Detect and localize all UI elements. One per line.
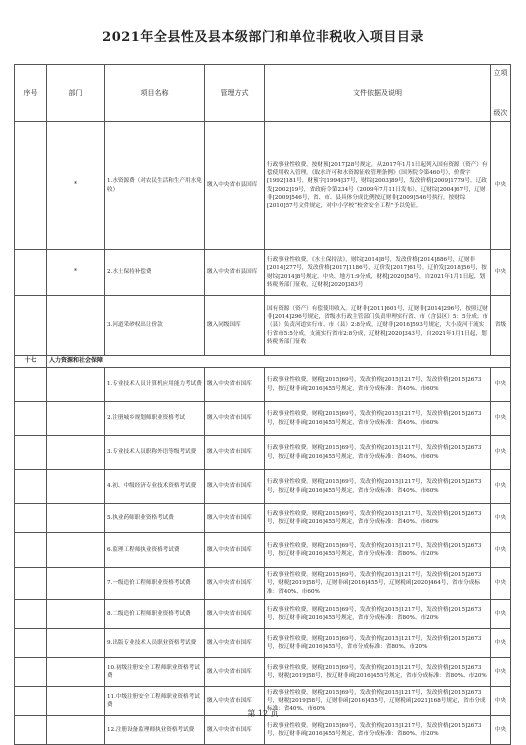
cell-name: 3.专业技术人员职称外语等级考试费: [105, 436, 205, 470]
table-row: [15, 436, 511, 470]
cell-mgmt: 缴入中央省市国库: [205, 600, 265, 629]
cell-lvl: 中央: [491, 568, 511, 600]
cell-lvl: 中央: [491, 687, 511, 716]
header-level: [491, 65, 511, 122]
cell-mgmt: 缴入中央省市国库: [205, 368, 265, 402]
cell-mgmt: 缴入中央省市国库: [205, 470, 265, 504]
header-level-bottom: 级次: [493, 108, 508, 117]
cell-seq: [15, 629, 47, 658]
cell-name: 5.执业药师职业资格考试费: [105, 504, 205, 533]
cell-lvl: 中央: [491, 600, 511, 629]
cell-doc: 行政事业性收费。财税[2015]69号，发改价格[2015]1217号，发改价格[2015]2673号，按辽财非函[2016]455号规定，省市分成标准：省80%、市20%: [265, 600, 491, 629]
table-row: [15, 629, 511, 658]
cell-name: 4.初、中级经济专业技术资格考试费: [105, 470, 205, 504]
cell-name: 7.一级造价工程师职业资格考试费: [105, 568, 205, 600]
cell-mgmt: 缴入中央省市国库: [205, 533, 265, 568]
cell-dept: [47, 296, 105, 356]
cell-lvl: 中央: [491, 122, 511, 250]
cell-dept: *: [47, 250, 105, 296]
cell-doc: 行政事业性收费。财税[2015]69号，发改价格[2015]1217号，发改价格[2015]2673号，按辽财非函[2016]455号，省市分成标准：省80%、市20%: [265, 629, 491, 658]
header-dept: 部门: [47, 65, 105, 122]
cell-name: 11.中级注册安全工程师职业资格考试费: [105, 687, 205, 716]
cell-dept: [47, 533, 105, 568]
cell-name: 10.初级注册安全工程师职业资格考试费: [105, 658, 205, 687]
cell-mgmt: 缴入中央省市国库: [205, 402, 265, 436]
cell-dept: [47, 504, 105, 533]
cell-name: 12.注册设备监理师执业资格考试费: [105, 716, 205, 745]
cell-name: 1.水资源费（对农民生活和生产用水免收）: [105, 122, 205, 250]
cell-name: 1.专业技术人员计算机应用能力考试费: [105, 368, 205, 402]
cell-lvl: 中央: [491, 402, 511, 436]
section-name: 人力资源和社会保障: [47, 356, 511, 368]
cell-mgmt: 缴入中央省市国库: [205, 687, 265, 716]
cell-dept: [47, 716, 105, 745]
cell-doc: 行政事业性收费。财税[2015]69号，发改价格[2015]1217号，发改价格[2015]2673号，按辽财非函[2016]455号规定，省市分成标准：省40%、市60%: [265, 436, 491, 470]
cell-mgmt: 缴入中央省市国库: [205, 716, 265, 745]
cell-lvl: 中央: [491, 436, 511, 470]
cell-seq: [15, 568, 47, 600]
cell-dept: *: [47, 122, 105, 250]
cell-dept: [47, 436, 105, 470]
cell-mgmt: 缴入中央省市国库: [205, 568, 265, 600]
revenue-table: [14, 64, 511, 745]
header-mgmt: 管理方式: [205, 65, 265, 122]
header-doc: 文件依据及说明: [265, 65, 491, 122]
cell-mgmt: 缴入中央省市县国库: [205, 122, 265, 250]
table-row: [15, 716, 511, 745]
cell-lvl: 中央: [491, 504, 511, 533]
table-row: [15, 533, 511, 568]
table-row: [15, 296, 511, 356]
cell-mgmt: 缴入中央省市县国库: [205, 250, 265, 296]
cell-dept: [47, 402, 105, 436]
cell-doc: 行政事业性收费。财税[2015]69号，发改价格[2015]1217号，发改价格[2015]2673号，按辽财非函[2016]455号规定，省市分成标准：省40%、市60%: [265, 368, 491, 402]
cell-mgmt: 缴入中央省市国库: [205, 436, 265, 470]
section-seq: 十七: [15, 356, 47, 368]
table-row: [15, 470, 511, 504]
cell-lvl: 中央: [491, 368, 511, 402]
cell-doc: 行政事业性收费。财税[2015]69号，发改价格[2015]1217号，发改价格[2015]2673号，按辽财非函[2016]455号规定，省市分成标准：省40%、市60%: [265, 402, 491, 436]
cell-doc: 行政事业性收费。财税[2015]69号，发改价格[2015]1217号，发改价格[2015]2673号，财税[2019]58号，按辽财非函[2016]455号规定，省市分成标准：省80%、市20%: [265, 658, 491, 687]
cell-seq: [15, 600, 47, 629]
cell-doc: 行政事业性收费。财税[2015]69号，发改价格[2015]1217号，发改价格[2015]2673号，按辽财非函[2016]455号规定，省市分成标准：省80%、市20%: [265, 533, 491, 568]
cell-doc: 行政事业性收费。按财预[2017]28号规定，从2017年1月1日起列入国有资源（资产）有偿使用收入管理。《取水许可和水资源征收管理条例》（国务院令第460号），价费字[1992]181号，财预字[1994]37号，财综[2003]89号，发改价格[2009]1779号，辽政发[2002]19号，省政府令第234号（2009年7月11日发布），辽财综[2004]67号，辽财非[2009]546号，省、市、县具体分成比例按辽财非[2009]546号执行，按财综[2010]57号文件规定，对中小学校“校舍安全工程”予以免征。: [265, 122, 491, 250]
cell-seq: [15, 296, 47, 356]
cell-mgmt: 缴入中央省市国库: [205, 504, 265, 533]
cell-name: 9.出版专业技术人员职业资格考试费: [105, 629, 205, 658]
cell-doc: 行政事业性收费。财税[2015]69号，发改价格[2015]1217号，发改价格[2015]2673号，财税[2019]58号，辽财非函[2016]455号，辽财税函[2020]464号，省市分成标准：省40%、市60%: [265, 568, 491, 600]
page-number: 第 12 页: [247, 709, 279, 718]
cell-lvl: 中央: [491, 250, 511, 296]
cell-lvl: 省级: [491, 296, 511, 356]
cell-seq: [15, 436, 47, 470]
cell-doc: 行政事业性收费。《水土保持法》，财综[2014]8号，发改价格[2014]886号，辽财非[2014]277号，发改价格[2017]1186号，辽价发[2017]61号，辽价发[2018]56号，按财综[2014]8号规定，中央、地方1:9分成，财税[2020]58号，自2021年1月1日起，划转税务部门征收，辽财税[2020]383号: [265, 250, 491, 296]
cell-doc: 行政事业性收费。财税[2015]69号，发改价格[2015]1217号，发改价格[2015]2673号，财税[2019]58号，辽财非函[2016]455号，辽财税函[2021]168号规定，省市分成标准：省40%、市60%: [265, 687, 491, 716]
cell-seq: [15, 250, 47, 296]
cell-doc: 行政事业性收费。财税[2015]69号，发改价格[2015]1217号，发改价格[2015]2673号，按辽财非函[2016]455号规定，省市分成标准：省40%、市60%: [265, 504, 491, 533]
cell-name: 2.水土保持补偿费: [105, 250, 205, 296]
section-row: [15, 356, 511, 368]
header-level-top: 立项: [493, 69, 508, 77]
table-row: [15, 368, 511, 402]
cell-name: 8.二级造价工程师职业资格考试费: [105, 600, 205, 629]
cell-seq: [15, 533, 47, 568]
cell-mgmt: 缴入同级国库: [205, 296, 265, 356]
cell-lvl: 中央: [491, 470, 511, 504]
cell-lvl: 中央: [491, 716, 511, 745]
cell-dept: [47, 629, 105, 658]
cell-seq: [15, 122, 47, 250]
cell-dept: [47, 600, 105, 629]
table-row: [15, 250, 511, 296]
cell-seq: [15, 658, 47, 687]
cell-dept: [47, 568, 105, 600]
table-row: [15, 504, 511, 533]
cell-name: 2.注册城乡规划师职业资格考试: [105, 402, 205, 436]
cell-lvl: 中央: [491, 658, 511, 687]
cell-doc: 行政事业性收费。财税[2015]69号，发改价格[2015]1217号，发改价格[2015]2673号，按辽财非函[2016]455号规定，省市分成标准：省40%、市60%: [265, 470, 491, 504]
cell-seq: [15, 716, 47, 745]
table-row: [15, 568, 511, 600]
cell-doc: 行政事业性收费。财税[2015]69号，发改价格[2015]1217号，发改价格[2015]2673号，按辽财非函[2016]455号规定，省市分成标准：省80%、市20%: [265, 716, 491, 745]
cell-seq: [15, 368, 47, 402]
table-header-row: [15, 65, 511, 122]
cell-dept: [47, 470, 105, 504]
cell-lvl: 中央: [491, 629, 511, 658]
cell-seq: [15, 470, 47, 504]
table-row: [15, 658, 511, 687]
cell-seq: [15, 402, 47, 436]
table-row: [15, 122, 511, 250]
cell-seq: [15, 504, 47, 533]
cell-dept: [47, 368, 105, 402]
header-name: 项目名称: [105, 65, 205, 122]
cell-doc: 国有资源（资产）有偿使用收入。辽财非[2011]601号，辽财非[2014]296号，按照辽财非[2014]296号规定，省级水行政主管部门负责审理实行省、市（含县区）5：5分成；市（县）负责河道实行市、市（县）2:8分成，辽财非[2016]593号规定，大小凌河干流实行省市5:5分成，支流实行省市2:8分成，辽财税[2020]343号，自2021年1月1日起，划转税务部门征收: [265, 296, 491, 356]
cell-mgmt: 缴入中央省市国库: [205, 658, 265, 687]
page-title: 2021年全县性及县本级部门和单位非税收入项目目录: [102, 30, 424, 45]
cell-lvl: 中央: [491, 533, 511, 568]
header-seq: 序号: [15, 65, 47, 122]
cell-mgmt: 缴入中央省市国库: [205, 629, 265, 658]
cell-dept: [47, 658, 105, 687]
cell-name: 3.河道采砂权出让价款: [105, 296, 205, 356]
table-row: [15, 600, 511, 629]
table-row: [15, 402, 511, 436]
cell-name: 6.监理工程师执业资格考试费: [105, 533, 205, 568]
